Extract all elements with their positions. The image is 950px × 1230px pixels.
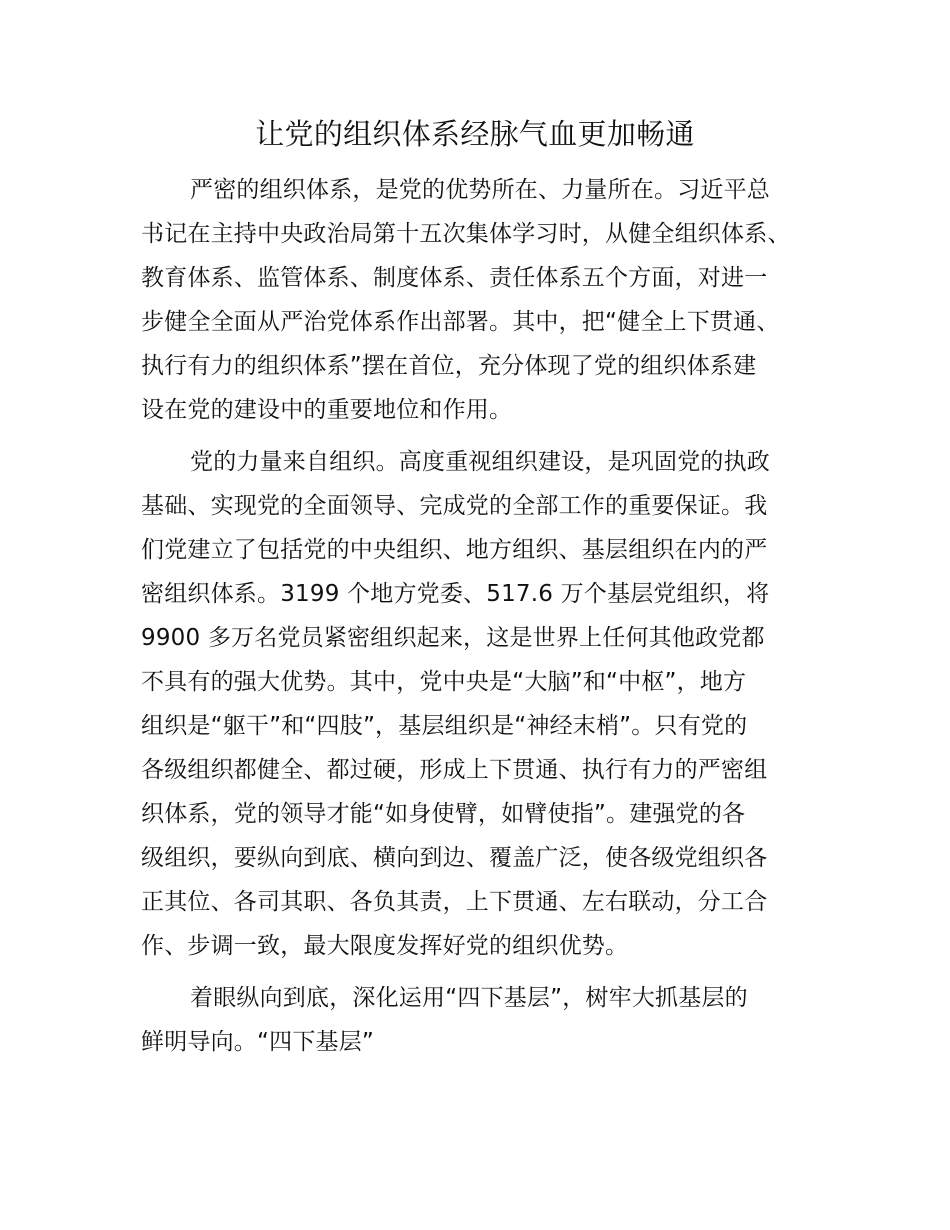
text-line: 密组织体系。3199 个地方党委、517.6 万个基层党组织，将 [141,581,770,607]
text-line: 级组织，要纵向到底、横向到边、覆盖广泛，使各级党组织各 [141,845,768,871]
text-line: 执行有力的组织体系”摆在首位，充分体现了党的组织体系建 [141,353,757,379]
text-line: 不具有的强大优势。其中，党中央是“大脑”和“中枢”，地方 [141,669,747,695]
text-line: 设在党的建设中的重要地位和作用。 [141,397,513,423]
text-line: 鲜明导向。“四下基层” [141,1029,375,1055]
text-line: 基础、实现党的全面领导、完成党的全部工作的重要保证。我 [141,493,768,519]
text-line: 正其位、各司其职、各负其责，上下贯通、左右联动，分工合 [141,889,768,915]
text-line: 着眼纵向到底，深化运用“四下基层”，树牢大抓基层的 [190,985,748,1011]
document-title: 让党的组织体系经脉气血更加畅通 [255,117,695,151]
text-line: 组织是“躯干”和“四肢”，基层组织是“神经末梢”。只有党的 [141,713,748,739]
text-line: 们党建立了包括党的中央组织、地方组织、基层组织在内的严 [141,537,768,563]
text-line: 作、步调一致，最大限度发挥好党的组织优势。 [141,933,629,959]
text-line: 织体系，党的领导才能“如身使臂，如臂使指”。建强党的各 [141,801,746,827]
text-line: 严密的组织体系，是党的优势所在、力量所在。习近平总 [190,177,770,203]
text-line: 党的力量来自组织。高度重视组织建设，是巩固党的执政 [190,449,770,475]
text-line: 9900 多万名党员紧密组织起来，这是世界上任何其他政党都 [141,625,765,651]
text-line: 教育体系、监管体系、制度体系、责任体系五个方面，对进一 [141,265,768,291]
text-line: 书记在主持中央政治局第十五次集体学习时，从健全组织体系、 [141,221,791,247]
text-line: 各级组织都健全、都过硬，形成上下贯通、执行有力的严密组 [141,757,768,783]
text-line: 步健全全面从严治党体系作出部署。其中，把“健全上下贯通、 [141,309,780,335]
